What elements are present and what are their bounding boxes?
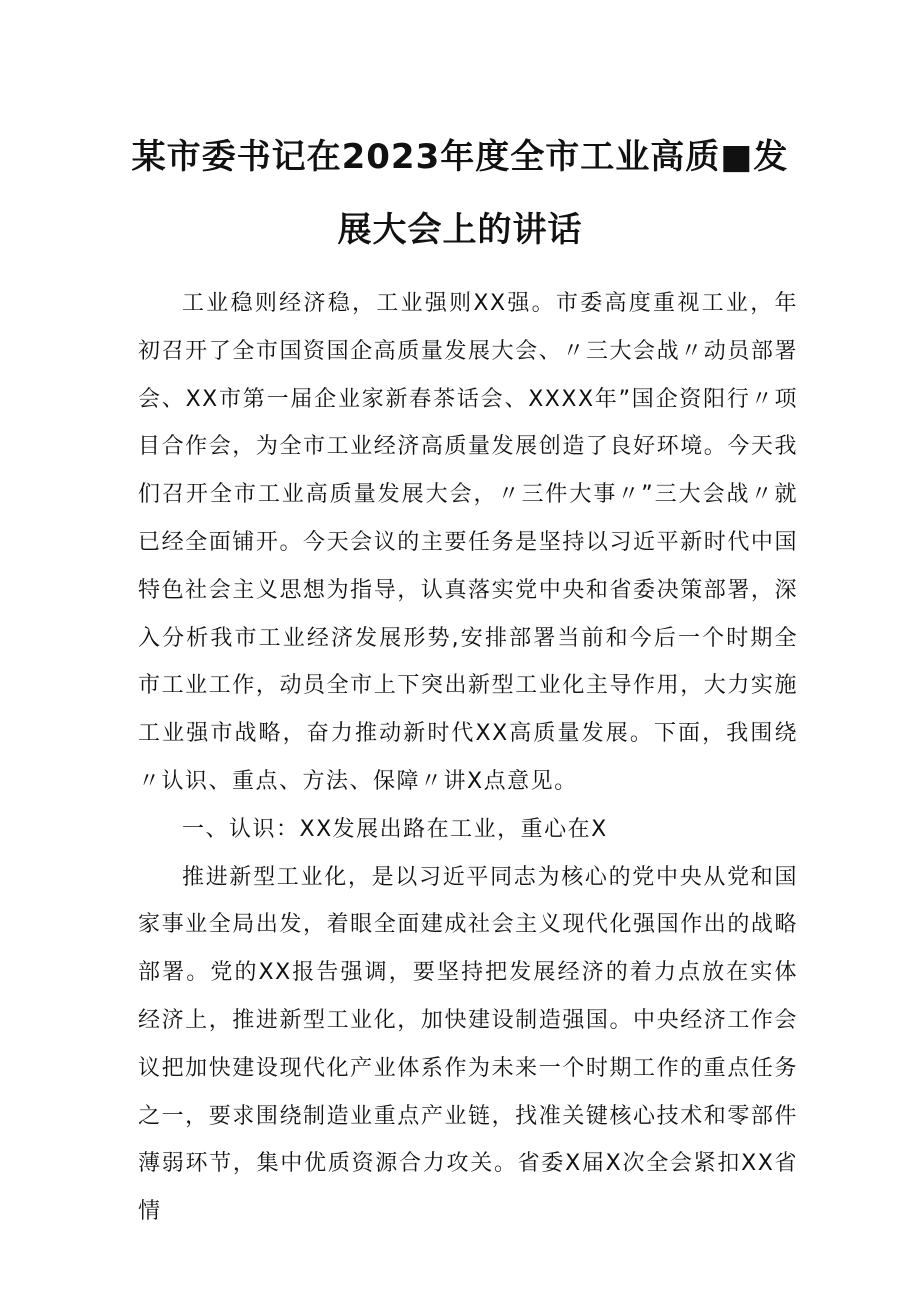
- paragraph-section-1: 推进新型工业化，是以习近平同志为核心的党中央从党和国家事业全局出发，着眼全面建成社会主义现代化强国作出的战略部署。党的XX报告强调，要坚持把发展经济的着力点放在实体经济上，推进新型工业化，加快建设制造强国。中央经济工作会议把加快建设现代化产业体系作为未来一个时期工作的重点任务之一，要求围绕制造业重点产业链，找准关键核心技术和零部件薄弱环节，集中优质资源合力攻关。省委X届X次全会紧扣XX省情: [138, 864, 798, 1225]
- document-title-line-2: 展大会上的讲话: [337, 210, 583, 250]
- paragraph-intro: 工业稳则经济稳，工业强则XX强。市委高度重视工业，年初召开了全市国资国企高质量发展大会、〃三大会战〃动员部署会、XX市第一届企业家新春茶话会、XXXX年”国企资阳行〃项目合作会，为全市工业经济高质量发展创造了良好环境。今天我们召开全市工业高质量发展大会，〃三件大事〃”三大会战〃就已经全面铺开。今天会议的主要任务是坚持以习近平新时代中国特色社会主义思想为指导，认真落实党中央和省委决策部署，深入分析我市工业经济发展形势,安排部署当前和今后一个时期全市工业工作，动员全市上下突出新型工业化主导作用，大力实施工业强市战略，奋力推动新时代XX高质量发展。下面，我围绕〃认识、重点、方法、保障〃讲X点意见。: [138, 291, 798, 794]
- document-body: [138, 280, 798, 1236]
- section-heading-1: 一、认识：XX发展出路在工业，重心在X: [182, 816, 608, 842]
- document-title-line-1: 某市委书记在2023年度全市工业高质■发: [131, 137, 789, 177]
